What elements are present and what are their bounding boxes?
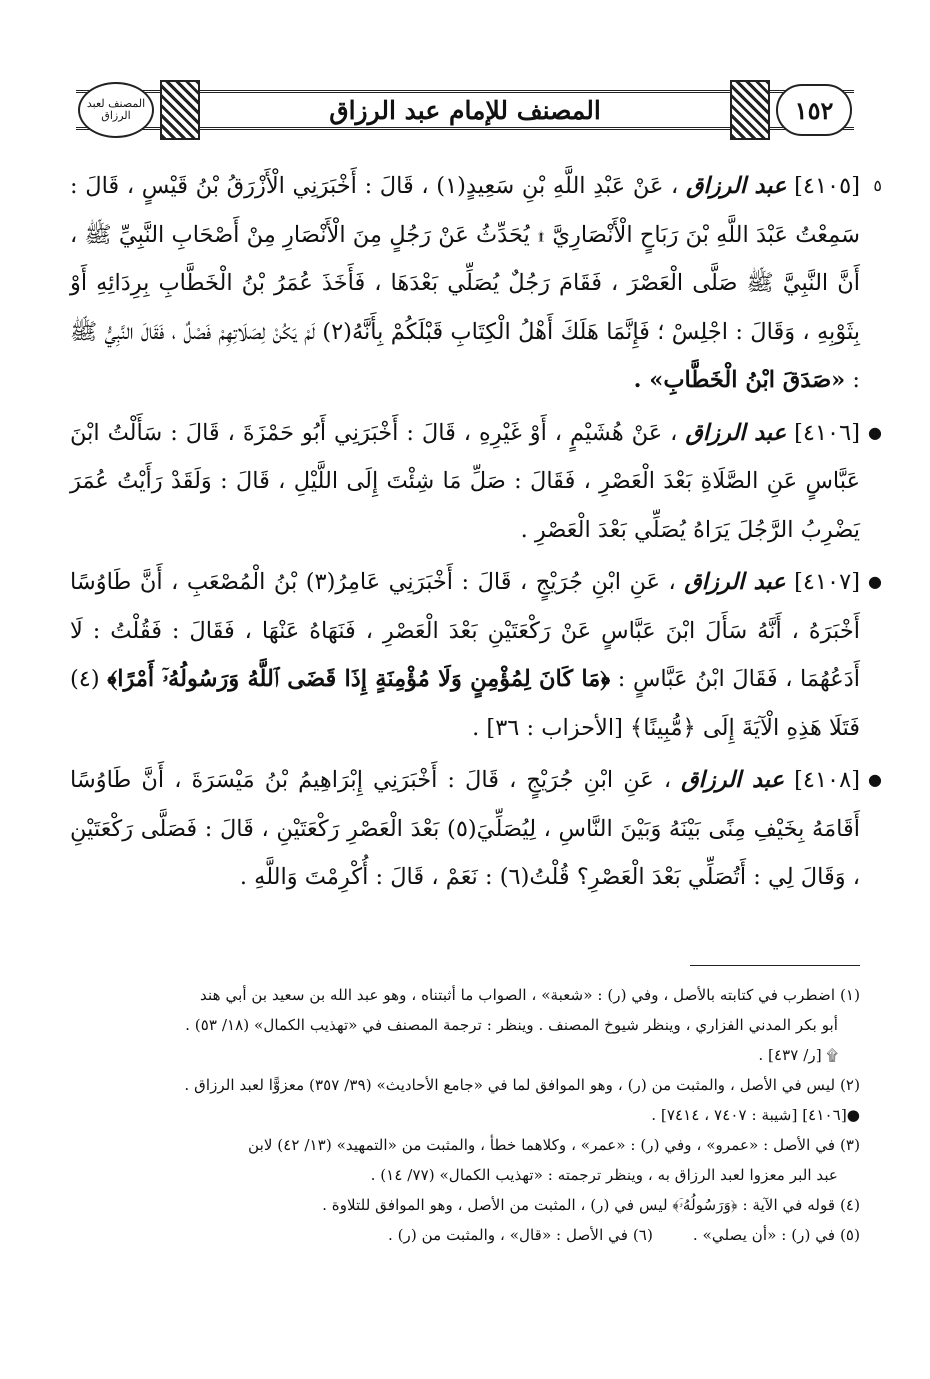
hadith-marker: ٥ (873, 176, 882, 195)
hadith-number: [٤١٠٥] (794, 173, 860, 199)
page-number: ١٥٢ (776, 84, 852, 136)
footnote-line: ۩ [ر/ ٤٣٧] . (758, 1046, 838, 1064)
page-header (76, 80, 854, 140)
hadith-text: ، عَنْ هُشَيْمٍ ، أَوْ غَيْرِهِ ، قَالَ : أَخْبَرَنِي أَبُو حَمْزَةَ ، قَالَ : سَأَلْتُ ابْنَ عَبَّاسٍ عَنِ الصَّلَاةِ بَعْدَ الْعَصْرِ ، فَقَالَ : صَلِّ مَا شِئْتَ إِلَى اللَّيْلِ ، قَالَ : وَلَقَدْ رَأَيْتُ عُمَرَ يَضْرِبُ الرَّجُلَ يَرَاهُ يُصَلِّي بَعْدَ الْعَصْرِ . (70, 419, 860, 543)
footnote-line: (٦) في الأصل : «قال» ، والمثبت من (ر) . (387, 1226, 653, 1244)
footnote-divider (690, 965, 860, 966)
footnote-line: (٤) قوله في الآية : ﴿وَرَسُولُهُۥٓ﴾ ليس في (ر) ، المثبت من الأصل ، وهو الموافق للتلاوة . (322, 1196, 860, 1214)
hadith-marker: ● (868, 572, 882, 591)
footnote-line: عبد البر معزوا لعبد الرزاق به ، وينظر ترجمته : «تهذيب الكمال» (٧٧/ ١٤) . (370, 1166, 838, 1184)
quran-verse: ﴿مَا كَانَ لِمُؤْمِنٍ وَلَا مُؤْمِنَةٍ إِذَا قَضَى ٱللَّهُ وَرَسُولُهُۥٓ أَمْرًا﴾ (107, 666, 611, 692)
hadith-author: عبد الرزاق (685, 419, 787, 446)
hadith-number: [٤١٠٨] (794, 767, 860, 793)
footnote-line: (٥) في (ر) : «أن يصلي» . (692, 1226, 860, 1244)
hadith-entry (70, 162, 882, 405)
hadith-author: عبد الرزاق (684, 569, 786, 595)
footnote-line: (٣) في الأصل : «عمرو» ، وفي (ر) : «عمر» ، وكلاهما خطأ ، والمثبت من «التمهيد» (١٣/ ٤٢) لابن (248, 1136, 860, 1154)
hadith-text: ، عَنِ ابْنِ جُرَيْجٍ ، قَالَ : أَخْبَرَنِي عَامِرُ(٣) بْنُ الْمُصْعَبِ ، أَنَّ طَاوُسًا أَخْبَرَهُ ، أَنَّهُ سَأَلَ ابْنَ عَبَّاسٍ عَنْ رَكْعَتَيْنِ بَعْدَ الْعَصْرِ ، فَنَهَاهُ عَنْهَا ، فَقَالَ : فَقُلْتُ : لَا أَدَعُهُمَا ، فَقَالَ ابْنُ عَبَّاسٍ : (70, 569, 860, 692)
seal-text: المصنف لعبد الرزاق (86, 97, 146, 122)
hadith-entry (70, 558, 882, 752)
hadith-number: [٤١٠٦] (794, 419, 860, 446)
hadith-author: عبد الرزاق (685, 173, 787, 199)
footnotes (70, 980, 860, 1250)
hadith-marker: ● (868, 770, 882, 789)
hadith-text: ، عَنِ ابْنِ جُرَيْجٍ ، قَالَ : أَخْبَرَنِي إِبْرَاهِيمُ بْنُ مَيْسَرَةَ ، أَنَّ طَاوُسًا أَقَامَهُ بِخَيْفِ مِنًى بَيْنَهُ وَبَيْنَ النَّاسِ ، لِيُصَلِّيَ(٥) بَعْدَ الْعَصْرِ رَكْعَتَيْنِ ، قَالَ : فَصَلَّى رَكْعَتَيْنِ ، وَقَالَ لِي : أَتُصَلِّي بَعْدَ الْعَصْرِ؟ قُلْتُ(٦) : نَعَمْ ، قَالَ : أُكْرِمْتَ وَاللَّهِ . (70, 767, 860, 890)
footnote-reference: ●[٤١٠٦] [شيبة : ٧٤٠٧ ، ٧٤١٤] . (651, 1106, 860, 1124)
hadith-marker: ● (868, 422, 882, 442)
ornament-knot-icon (730, 80, 770, 140)
hadith-entry (70, 756, 882, 902)
hadith-entry (70, 409, 882, 555)
hadith-text: ، عَنْ عَبْدِ اللَّهِ بْنِ سَعِيدٍ(١) ، قَالَ : أَخْبَرَنِي الْأَزْرَقُ بْنُ قَيْسٍ ، قَالَ : سَمِعْتُ عَبْدَ اللَّهِ بْنَ رَبَاحٍ الْأَنْصَارِيَّ ۩ يُحَدِّثُ عَنْ رَجُلٍ مِنَ الْأَنْصَارِ مِنْ أَصْحَابِ النَّبِيِّ ﷺ ، أَنَّ النَّبِيَّ ﷺ صَلَّى الْعَصْرَ ، فَقَامَ رَجُلٌ يُصَلِّي بَعْدَهَا ، فَأَخَذَ عُمَرُ بْنُ الْخَطَّابِ بِرِدَائِهِ أَوْ بِثَوْبِهِ ، وَقَالَ : اجْلِسْ ؛ فَإِنَّمَا هَلَكَ أَهْلُ الْكِتَابِ قَبْلَكُمْ بِأَنَّهُ(٢) لَمْ يَكُنْ لِصَلَاتِهِمْ فَصْلٌ ، فَقَالَ النَّبِيُّ ﷺ : (70, 173, 860, 393)
footnote-line: (١) اضطرب في كتابته بالأصل ، وفي (ر) : «شعبة» ، الصواب ما أثبتناه ، وهو عبد الله بن سعيد بن أبي هند (200, 986, 860, 1004)
hadith-number: [٤١٠٧] (794, 569, 860, 595)
footnote-line: (٢) ليس في الأصل ، والمثبت من (ر) ، وهو الموافق لما في «جامع الأحاديث» (٣٩/ ٣٥٧) معزوًّا لعبد الرزاق . (184, 1076, 860, 1094)
main-text (70, 162, 882, 906)
footnote-line: أبو بكر المدني الفزاري ، وينظر شيوخ المصنف . وينظر : ترجمة المصنف في «تهذيب الكمال» (١٨/ ٥٣) . (185, 1016, 838, 1034)
footnote-row (70, 1220, 860, 1250)
hadith-quote: «صَدَقَ ابْنُ الْخَطَّابِ» . (633, 367, 846, 393)
hadith-author: عبد الرزاق (681, 767, 785, 793)
book-seal-icon (78, 82, 154, 138)
running-title: المصنف للإمام عبد الرزاق (329, 95, 601, 125)
hadith-text-after: (٤) فَتَلَا هَذِهِ الْآيَةَ إِلَى ﴿مُّبِينًا﴾ [الأحزاب : ٣٦] . (70, 666, 860, 741)
ornament-knot-icon (160, 80, 200, 140)
